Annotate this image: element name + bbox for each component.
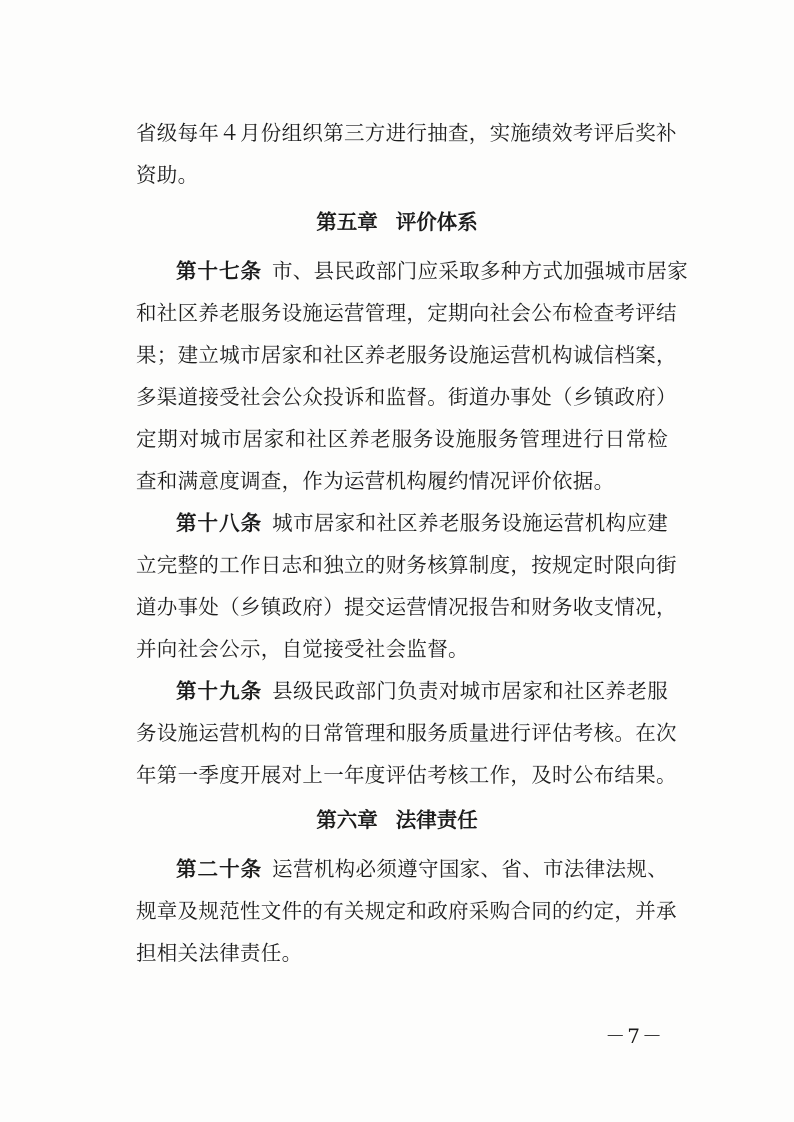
article-19-line: 年第一季度开展对上一年度评估考核工作，及时公布结果。 bbox=[136, 763, 677, 787]
article-18-line: 道办事处（乡镇政府）提交运营情况报告和财务收支情况， bbox=[136, 595, 677, 619]
article-18-line: 并向社会公示，自觉接受社会监督。 bbox=[136, 637, 469, 661]
chapter-5-title: 评价体系 bbox=[395, 210, 478, 234]
chapter-6-heading bbox=[0, 807, 794, 833]
article-19-line: 务设施运营机构的日常管理和服务质量进行评估考核。在次 bbox=[136, 721, 677, 745]
article-18-line: 立完整的工作日志和独立的财务核算制度，按规定时限向街 bbox=[136, 553, 677, 577]
article-17-line: 定期对城市居家和社区养老服务设施服务管理进行日常检 bbox=[136, 427, 668, 451]
chapter-6-title: 法律责任 bbox=[395, 808, 478, 832]
article-18-first-text: 城市居家和社区养老服务设施运营机构应建 bbox=[272, 511, 669, 535]
continued-paragraph-line-2: 资助。 bbox=[136, 163, 199, 187]
chapter-5-number: 第五章 bbox=[316, 210, 378, 234]
article-17-first-line bbox=[176, 258, 688, 284]
article-17-line: 果；建立城市居家和社区养老服务设施运营机构诚信档案， bbox=[136, 343, 677, 367]
continued-paragraph-line-1: 省级每年４月份组织第三方进行抽查，实施绩效考评后奖补 bbox=[136, 121, 677, 145]
article-17-line: 查和满意度调查，作为运营机构履约情况评价依据。 bbox=[136, 469, 615, 493]
article-17-first-text: 市、县民政部门应采取多种方式加强城市居家 bbox=[272, 259, 688, 283]
article-19-number: 第十九条 bbox=[176, 679, 263, 703]
article-20-number: 第二十条 bbox=[176, 857, 263, 881]
article-18-first-line bbox=[176, 510, 668, 536]
article-17-line: 多渠道接受社会公众投诉和监督。街道办事处（乡镇政府） bbox=[136, 385, 677, 409]
chapter-5-heading bbox=[0, 209, 794, 235]
article-17-number: 第十七条 bbox=[176, 259, 262, 283]
article-18-number: 第十八条 bbox=[176, 511, 263, 535]
article-17-line: 和社区养老服务设施运营管理，定期向社会公布检查考评结 bbox=[136, 301, 677, 325]
article-20-first-text: 运营机构必须遵守国家、省、市法律法规、 bbox=[272, 857, 669, 881]
chapter-6-number: 第六章 bbox=[316, 808, 378, 832]
article-19-first-text: 县级民政部门负责对城市居家和社区养老服 bbox=[272, 679, 669, 703]
article-20-first-line bbox=[176, 856, 668, 882]
article-20-line: 规章及规范性文件的有关规定和政府采购合同的约定，并承 bbox=[136, 899, 677, 923]
article-19-first-line bbox=[176, 678, 668, 704]
page-number: －7－ bbox=[605, 1024, 664, 1048]
article-20-line: 担相关法律责任。 bbox=[136, 941, 303, 965]
